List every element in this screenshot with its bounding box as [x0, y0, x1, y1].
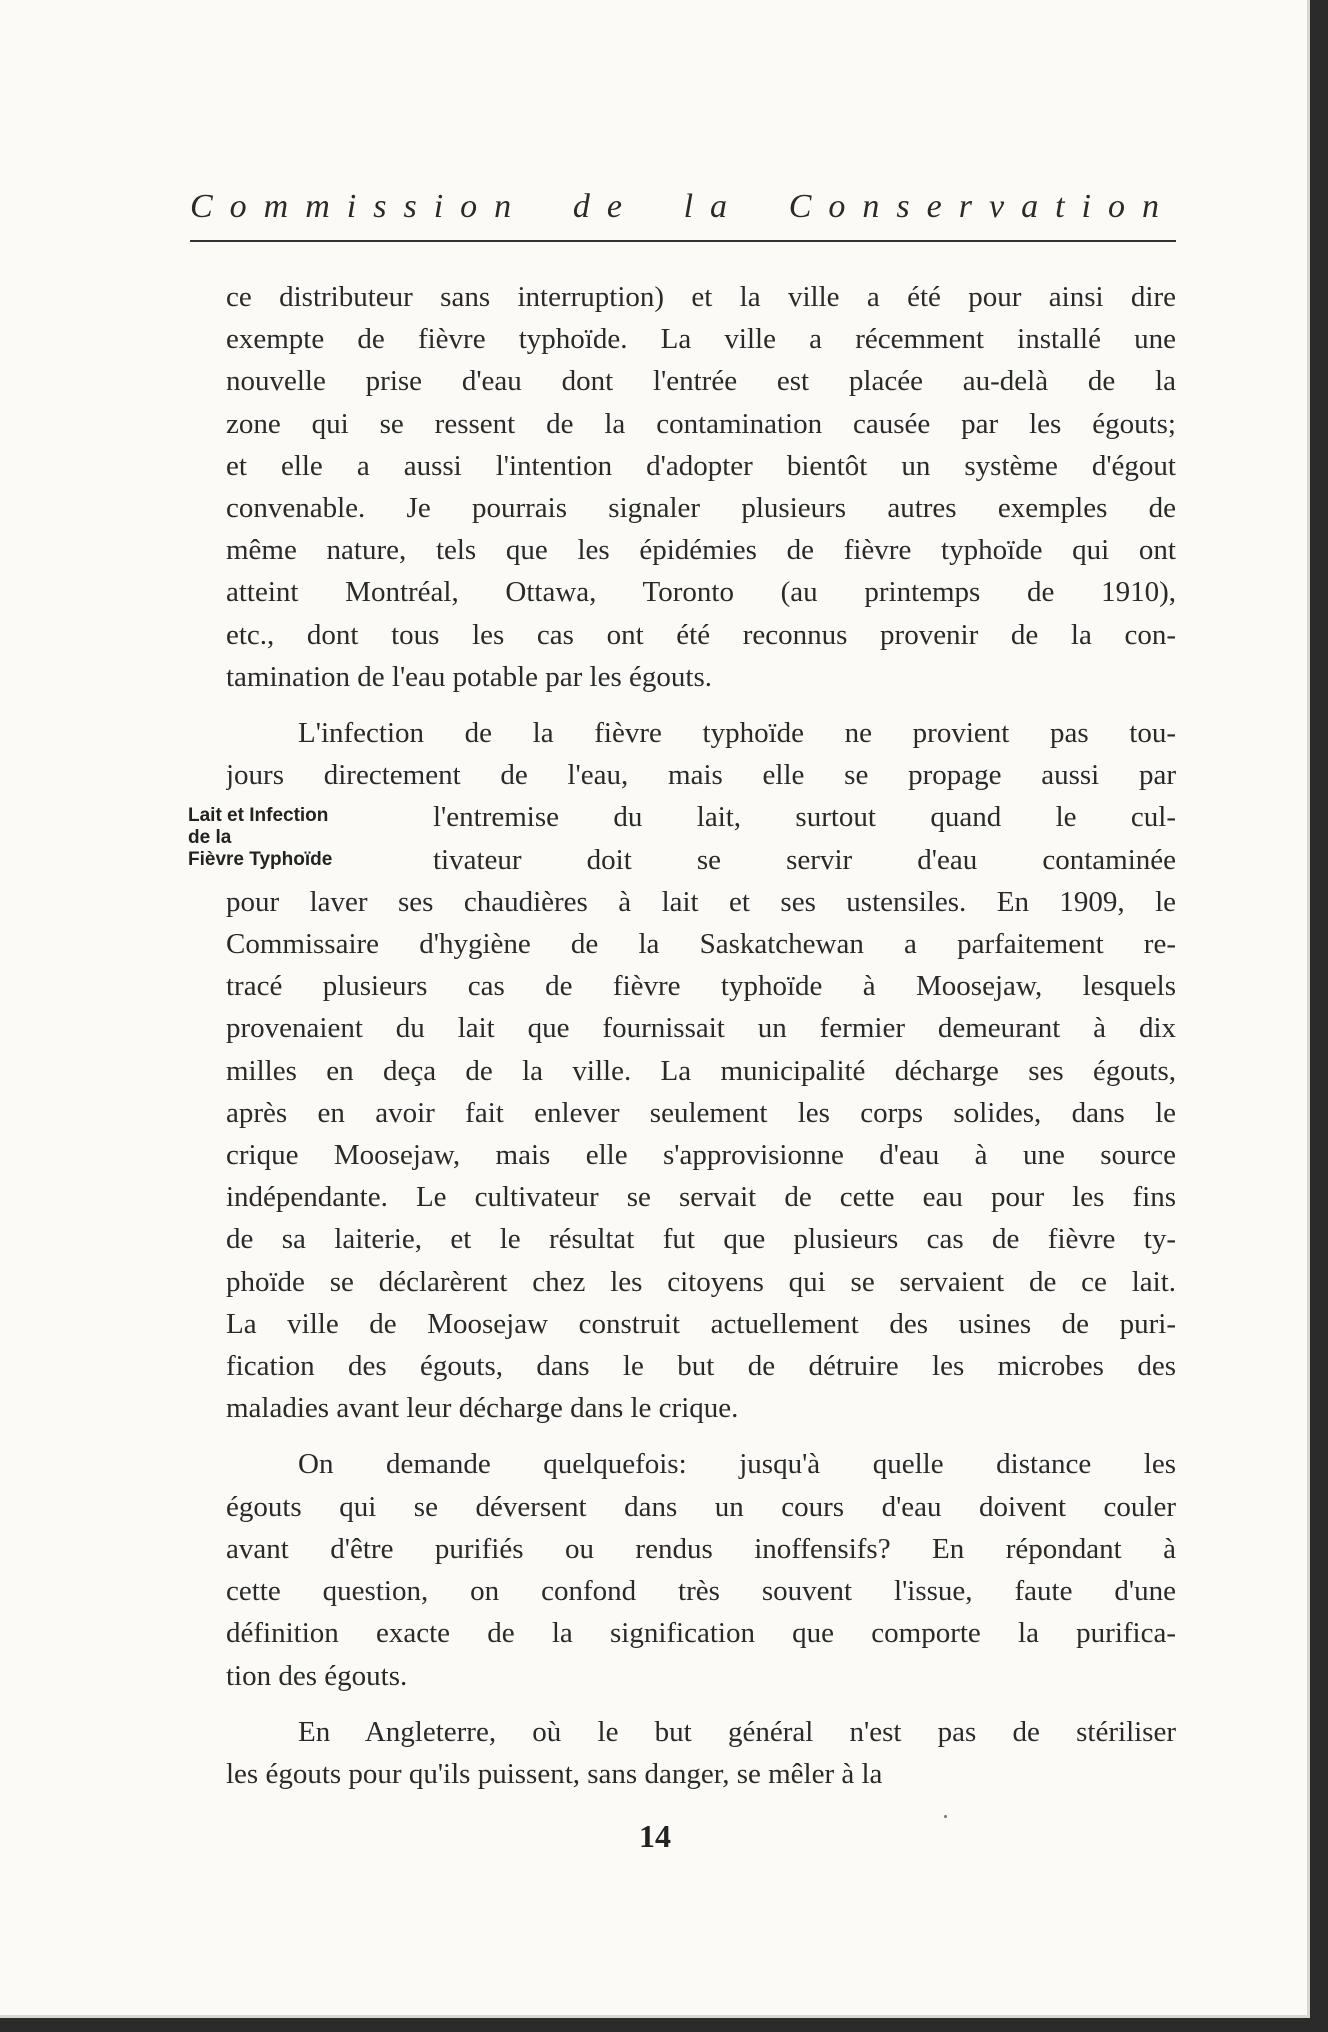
text-line: convenable. Je pourrais signaler plusieurs autres exemples de [226, 492, 1176, 525]
paragraph [226, 712, 1176, 1429]
text-line: crique Moosejaw, mais elle s'approvisionne d'eau à une source [226, 1139, 1176, 1172]
text-line: atteint Montréal, Ottawa, Toronto (au printemps de 1910), [226, 576, 1176, 609]
margin-note-line: de la [188, 827, 232, 848]
text-line: cette question, on confond très souvent l'issue, faute d'une [226, 1575, 1176, 1608]
text-line: de sa laiterie, et le résultat fut que plusieurs cas de fièvre ty- [226, 1223, 1176, 1256]
text-line: même nature, tels que les épidémies de fièvre typhoïde qui ont [226, 534, 1176, 567]
text-line: Commissaire d'hygiène de la Saskatchewan a parfaitement re- [226, 928, 1176, 961]
text-line: nouvelle prise d'eau dont l'entrée est placée au-delà de la [226, 365, 1176, 398]
text-line: tivateur doit se servir d'eau contaminée [433, 843, 1176, 876]
text-line: zone qui se ressent de la contamination causée par les égouts; [226, 407, 1176, 440]
running-head-word: la [683, 188, 745, 225]
text-line: On demande quelquefois: jusqu'à quelle distance les [298, 1448, 1176, 1481]
paragraph [226, 1711, 1176, 1795]
running-head-word: Conservation [788, 188, 1176, 225]
paragraph [226, 1443, 1176, 1696]
text-line: La ville de Moosejaw construit actuellement des usines de puri- [226, 1307, 1176, 1340]
text-line: avant d'être purifiés ou rendus inoffensifs? En répondant à [226, 1532, 1176, 1565]
paragraph [226, 276, 1176, 698]
text-line: tamination de l'eau potable par les égouts. [226, 660, 712, 693]
text-line: et elle a aussi l'intention d'adopter bientôt un système d'égout [226, 449, 1176, 482]
margin-note-line: Lait et Infection [188, 805, 329, 826]
text-line: L'infection de la fièvre typhoïde ne provient pas tou- [298, 717, 1176, 750]
text-line: milles en deça de la ville. La municipalité décharge ses égouts, [226, 1054, 1176, 1087]
running-head [190, 188, 1176, 226]
body-text [226, 276, 1176, 1795]
text-line: En Angleterre, où le but général n'est pas de stériliser [298, 1715, 1176, 1748]
text-line: l'entremise du lait, surtout quand le cul- [433, 801, 1176, 834]
text-line: pour laver ses chaudières à lait et ses ustensiles. En 1909, le [226, 885, 1176, 918]
page-number: 14 [639, 1818, 671, 1854]
running-head-word: de [572, 188, 639, 225]
text-line: etc., dont tous les cas ont été reconnus provenir de la con- [226, 618, 1176, 651]
text-line: tracé plusieurs cas de fièvre typhoïde à Moosejaw, lesquels [226, 970, 1176, 1003]
text-line: exempte de fièvre typhoïde. La ville a récemment installé une [226, 323, 1176, 356]
text-line: provenaient du lait que fournissait un fermier demeurant à dix [226, 1012, 1176, 1045]
text-line: indépendante. Le cultivateur se servait de cette eau pour les fins [226, 1181, 1176, 1214]
text-line: définition exacte de la signification que comporte la purifica- [226, 1617, 1176, 1650]
text-line: après en avoir fait enlever seulement les corps solides, dans le [226, 1096, 1176, 1129]
text-line: tion des égouts. [226, 1659, 408, 1692]
page-speck [944, 1815, 947, 1818]
header-rule [190, 240, 1176, 242]
text-line: ce distributeur sans interruption) et la ville a été pour ainsi dire [226, 281, 1176, 313]
text-line: phoïde se déclarèrent chez les citoyens qui se servaient de ce lait. [226, 1265, 1176, 1298]
text-line: égouts qui se déversent dans un cours d'eau doivent couler [226, 1490, 1176, 1523]
text-line: jours directement de l'eau, mais elle se propage aussi par [226, 759, 1176, 792]
text-line: les égouts pour qu'ils puissent, sans danger, se mêler à la [226, 1757, 883, 1790]
margin-note-line: Fièvre Typhoïde [188, 849, 333, 870]
running-head-word: Commission [190, 188, 529, 225]
text-line: maladies avant leur décharge dans le crique. [226, 1392, 739, 1425]
text-line: fication des égouts, dans le but de détruire les microbes des [226, 1350, 1176, 1383]
